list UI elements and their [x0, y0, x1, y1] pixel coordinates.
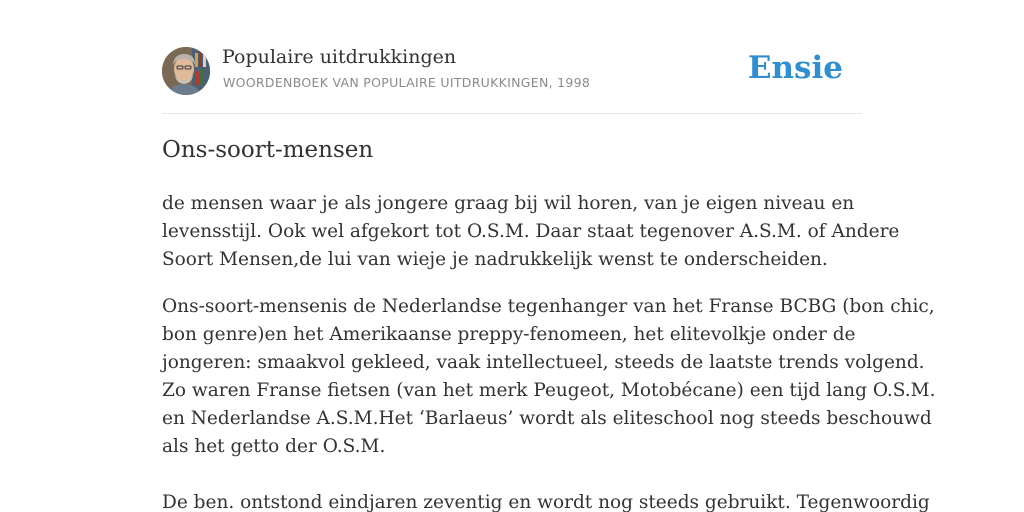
source-subtitle: WOORDENBOEK VAN POPULAIRE UITDRUKKINGEN, 1998 — [223, 75, 591, 90]
paragraph-1 — [162, 190, 900, 274]
author-portrait-icon — [162, 47, 210, 95]
author-avatar[interactable] — [162, 47, 210, 95]
text-line: Ons-soort-mensenis de Nederlandse tegenhanger van het Franse BCBG (bon chic, — [162, 296, 935, 317]
text-line: Soort Mensen,de lui van wieje je nadrukkelijk wenst te onderscheiden. — [162, 249, 828, 270]
entry-body — [162, 190, 936, 512]
text-line: als het getto der O.S.M. — [162, 436, 386, 457]
paragraph-2 — [162, 293, 936, 461]
text-line: levensstijl. Ook wel afgekort tot O.S.M. Daar staat tegenover A.S.M. of Andere — [162, 221, 900, 242]
entry-title: Ons-soort-mensen — [162, 137, 374, 163]
ensie-logo[interactable]: Ensie — [747, 50, 843, 86]
text-line: De ben. ontstond eindjaren zeventig en wordt nog steeds gebruikt. Tegenwoordig — [162, 492, 930, 512]
source-header — [162, 0, 862, 114]
text-line: de mensen waar je als jongere graag bij wil horen, van je eigen niveau en — [162, 193, 855, 214]
source-title-link[interactable]: Populaire uitdrukkingen — [222, 46, 457, 68]
text-line: Zo waren Franse fietsen (van het merk Peugeot, Motobécane) een tijd lang O.S.M. — [162, 380, 936, 401]
text-line: bon genre)en het Amerikaanse preppy-fenomeen, het elitevolkje onder de — [162, 324, 856, 345]
text-line: en Nederlandse A.S.M.Het ‘Barlaeus’ wordt als eliteschool nog steeds beschouwd — [162, 408, 932, 429]
page-container — [162, 0, 936, 512]
text-line: jongeren: smaakvol gekleed, vaak intellectueel, steeds de laatste trends volgend. — [162, 352, 925, 373]
paragraph-3 — [162, 489, 930, 512]
